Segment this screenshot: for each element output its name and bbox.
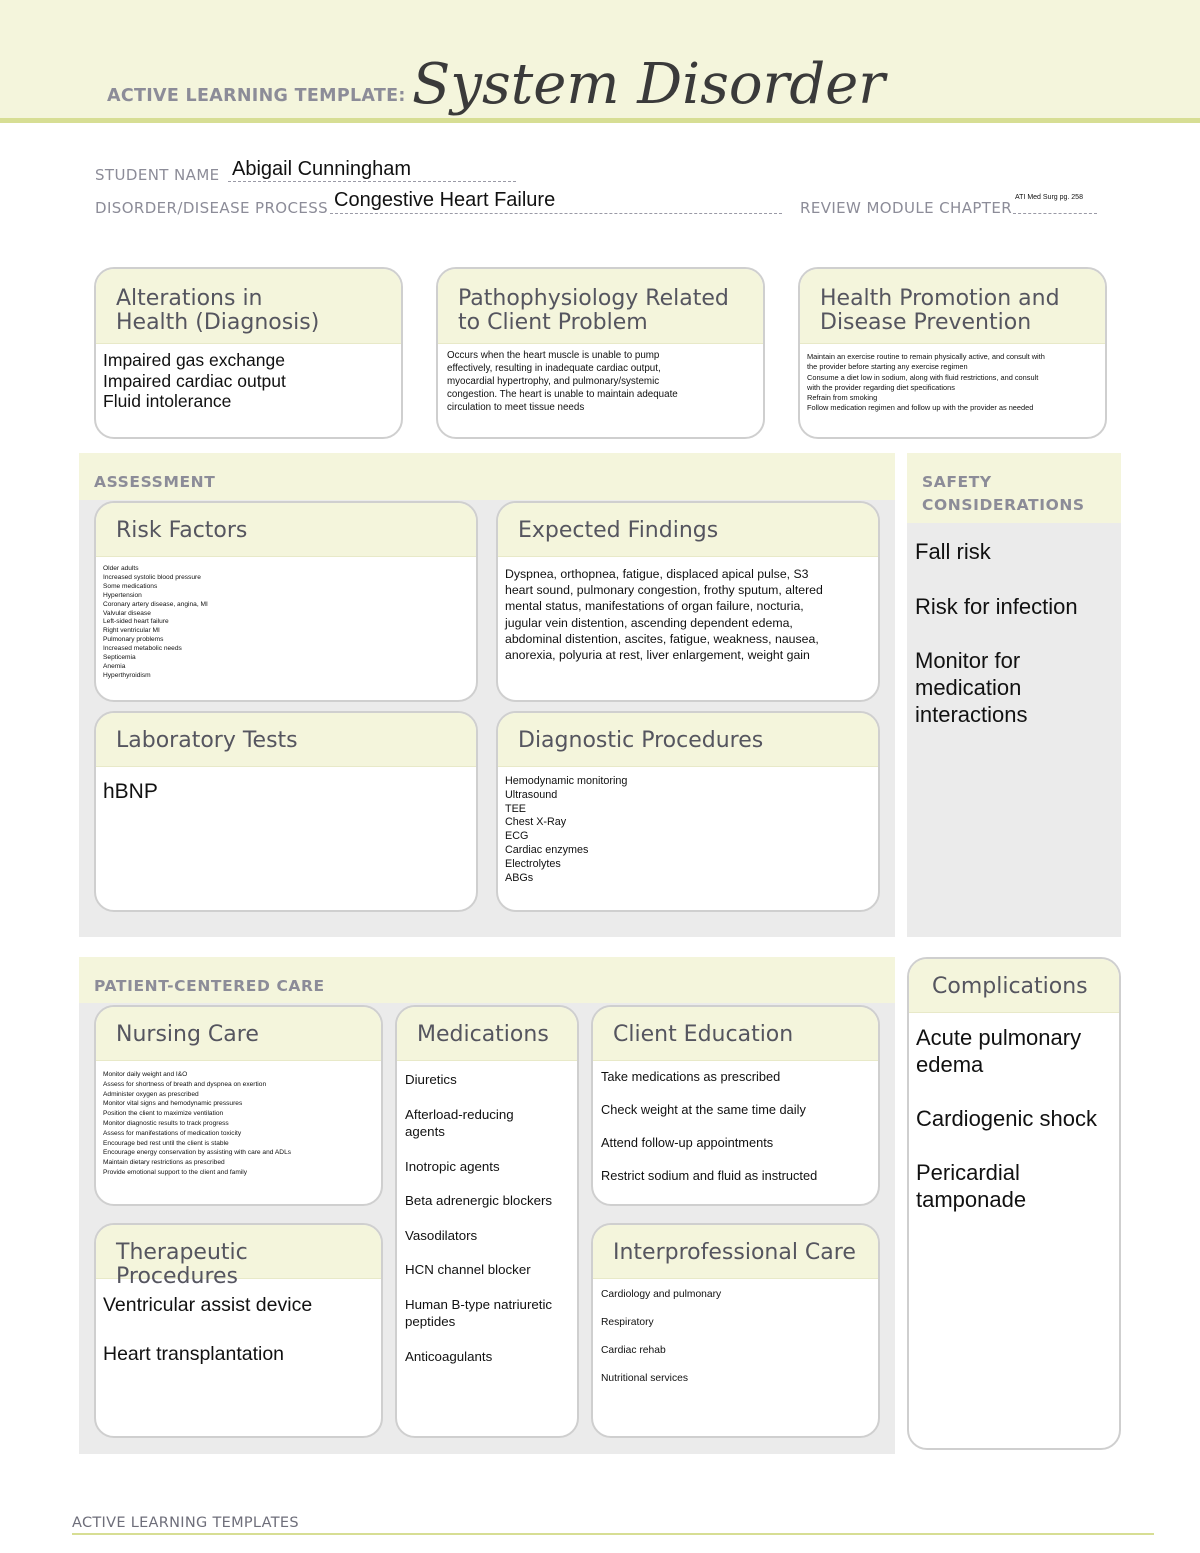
list-item: Check weight at the same time daily [601, 1102, 806, 1117]
diagnostic-procedures-card [496, 711, 880, 912]
list-item: Impaired cardiac output [103, 370, 286, 391]
review-module-line [1013, 213, 1097, 214]
list-item: Administer oxygen as prescribed [103, 1090, 199, 1098]
therapeutic-procedures-card [94, 1223, 383, 1438]
list-item: Hyperthyroidism [103, 671, 151, 679]
list-item: Impaired gas exchange [103, 350, 285, 370]
list-item: Cardiogenic shock [916, 1106, 1097, 1131]
list-item: ABGs [505, 871, 534, 884]
client-education-title: Client Education [593, 1007, 878, 1061]
complications-list [909, 1013, 1119, 1219]
footer-label: ACTIVE LEARNING TEMPLATES [72, 1515, 299, 1531]
review-module-field[interactable]: ATI Med Surg pg. 258 [1015, 194, 1083, 201]
list-item: Assess for shortness of breath and dyspnea on exertion [103, 1080, 267, 1088]
patient-care-title: PATIENT-CENTERED CARE [94, 977, 325, 995]
list-item: Anticoagulants [405, 1348, 493, 1364]
list-item: Monitor vital signs and hemodynamic pressures [103, 1100, 243, 1108]
risk-factors-list [96, 557, 476, 687]
footer-rule [72, 1533, 1154, 1535]
lab-tests-list [96, 767, 476, 811]
list-item: Heart transplantation [103, 1343, 285, 1365]
alterations-list [96, 344, 401, 418]
expected-findings-text: Dyspnea, orthopnea, fatigue, displaced apical pulse, S3 heart sound, pulmonary congestion, frothy sputum, altered mental status, manifestations of organ failure, nocturia, jugular vein distention, ascending dependent edema, abdominal distention, ascites, fatigue, weakness, nausea, anorexia, polyuria at rest, liver enlargement, weight gain [505, 567, 823, 663]
lab-tests-card [94, 711, 478, 912]
health-promotion-card [798, 267, 1107, 439]
list-item: Human B-type natriuretic peptides [405, 1296, 553, 1329]
list-item: Right ventricular MI [103, 627, 160, 635]
list-item: Provide emotional support to the client and family [103, 1168, 248, 1176]
list-item: Hypertension [103, 591, 142, 599]
list-item: Position the client to maximize ventilation [103, 1110, 224, 1118]
complications-title: Complications [909, 959, 1119, 1013]
list-item: Encourage energy conservation by assisting with care and ADLs [103, 1149, 292, 1157]
risk-factors-card [94, 501, 478, 702]
page-title: System Disorder [412, 52, 886, 117]
list-item: Assess for manifestations of medication toxicity [103, 1129, 242, 1137]
list-item: Pericardial tamponade [916, 1160, 1027, 1212]
list-item: Inotropic agents [405, 1158, 500, 1174]
list-item: Cardiac enzymes [505, 843, 589, 856]
list-item: Attend follow-up appointments [601, 1135, 774, 1150]
therapeutic-procedures-title: Therapeutic Procedures [96, 1225, 381, 1279]
list-item: Coronary artery disease, angina, MI [103, 600, 208, 608]
list-item: Chest X-Ray [505, 816, 567, 829]
safety-item: Fall risk [915, 539, 991, 564]
review-module-label: REVIEW MODULE CHAPTER [800, 199, 1013, 217]
list-item: ECG [505, 830, 529, 843]
list-item: Diuretics [405, 1072, 457, 1087]
safety-title-line-2: CONSIDERATIONS [922, 496, 1085, 514]
interprofessional-care-card [591, 1223, 880, 1438]
list-item: Ventricular assist device [103, 1294, 313, 1316]
list-item: Vasodilators [405, 1227, 478, 1243]
list-item: Pulmonary problems [103, 636, 164, 644]
list-item: Cardiac rehab [601, 1345, 666, 1356]
risk-factors-title: Risk Factors [96, 503, 476, 557]
list-item: Valvular disease [103, 609, 151, 617]
safety-title-line-1: SAFETY [922, 473, 992, 491]
pathophysiology-text: Occurs when the heart muscle is unable to pump effectively, resulting in inadequate cardiac output, myocardial hypertrophy, and pulmonary/systemic congestion. The heart is unable to maintain adequate circulation to meet tissue needs [447, 350, 678, 413]
student-name-label: STUDENT NAME [95, 166, 220, 184]
lab-tests-title: Laboratory Tests [96, 713, 476, 767]
health-promotion-title: Health Promotion and Disease Prevention [800, 269, 1105, 344]
alterations-card [94, 267, 403, 439]
medications-list [397, 1061, 577, 1371]
list-item: Electrolytes [505, 857, 561, 870]
nursing-care-title: Nursing Care [96, 1007, 381, 1061]
medications-card [395, 1005, 579, 1438]
pathophysiology-title: Pathophysiology Related to Client Problem [438, 269, 763, 344]
student-name-line [228, 181, 516, 182]
list-item: Increased metabolic needs [103, 645, 182, 653]
client-education-card [591, 1005, 880, 1206]
client-education-list [593, 1061, 878, 1190]
list-item: Septicemia [103, 654, 136, 662]
template-label: ACTIVE LEARNING TEMPLATE: [107, 86, 406, 106]
nursing-care-card [94, 1005, 383, 1206]
list-item: HCN channel blocker [405, 1262, 531, 1277]
disorder-field[interactable]: Congestive Heart Failure [334, 189, 556, 211]
list-item: Maintain dietary restrictions as prescribed [103, 1159, 225, 1167]
list-item: Ultrasound [505, 788, 558, 801]
list-item: Nutritional services [601, 1373, 688, 1384]
list-item: Hemodynamic monitoring [505, 775, 628, 787]
list-item: Older adults [103, 565, 139, 572]
expected-findings-card [496, 501, 880, 702]
list-item: hBNP [103, 780, 158, 803]
list-item: Anemia [103, 662, 126, 670]
alterations-title: Alterations in Health (Diagnosis) [96, 269, 401, 344]
diagnostic-procedures-title: Diagnostic Procedures [498, 713, 878, 767]
list-item: TEE [505, 802, 526, 815]
disorder-line [330, 213, 782, 214]
disorder-label: DISORDER/DISEASE PROCESS [95, 199, 329, 217]
list-item: Increased systolic blood pressure [103, 573, 201, 581]
assessment-title: ASSESSMENT [94, 473, 216, 491]
list-item: Encourage bed rest until the client is stable [103, 1139, 229, 1147]
interprofessional-care-title: Interprofessional Care [593, 1225, 878, 1279]
list-item: Respiratory [601, 1317, 654, 1328]
list-item: Afterload-reducing agents [405, 1106, 514, 1139]
list-item: Monitor diagnostic results to track progress [103, 1119, 229, 1127]
student-name-field[interactable]: Abigail Cunningham [232, 158, 412, 180]
complications-card [907, 957, 1121, 1450]
list-item: Left-sided heart failure [103, 618, 169, 626]
list-item: Cardiology and pulmonary [601, 1289, 722, 1300]
list-item: Some medications [103, 582, 158, 590]
health-promotion-text: Maintain an exercise routine to remain physically active, and consult with the provider before starting any exercise regimen Consume a diet low in sodium, along with fluid restrictions, and consult with the provider regarding diet specifications Refrain from smoking Follow medication regimen and follow up with the provider as needed [807, 352, 1045, 413]
list-item: Restrict sodium and fluid as instructed [601, 1168, 818, 1183]
list-item: Monitor daily weight and I&O [103, 1071, 188, 1078]
list-item: Acute pulmonary edema [916, 1025, 1082, 1077]
pathophysiology-card [436, 267, 765, 439]
diagnostic-procedures-list [498, 767, 878, 891]
interprofessional-care-list [593, 1279, 878, 1391]
list-item: Beta adrenergic blockers [405, 1193, 553, 1208]
therapeutic-procedures-list [96, 1279, 381, 1372]
nursing-care-list [96, 1061, 381, 1184]
safety-item: Monitor for medication interactions [915, 648, 1028, 727]
safety-item: Risk for infection [915, 594, 1078, 619]
medications-title: Medications [397, 1007, 577, 1061]
list-item: Fluid intolerance [103, 391, 232, 411]
list-item: Take medications as prescribed [601, 1069, 781, 1084]
expected-findings-title: Expected Findings [498, 503, 878, 557]
